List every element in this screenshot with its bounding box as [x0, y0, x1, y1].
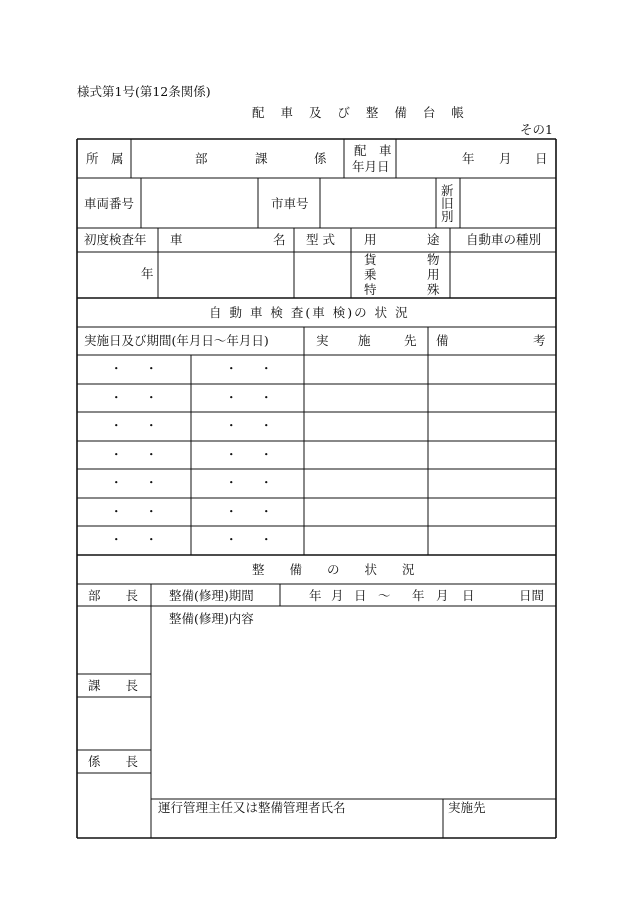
inspection-row-dot: ・: [145, 361, 158, 376]
inspection-row-dot: ・: [260, 447, 273, 462]
maintenance-period-label: 整備(修理)期間: [169, 588, 254, 603]
usage-passenger-2: 用: [427, 267, 440, 282]
model-label: 型 式: [306, 232, 335, 247]
city-no-label: 市車号: [271, 196, 309, 211]
usage-label: 用: [364, 232, 377, 247]
inspection-row-dot: ・: [110, 390, 123, 405]
name-label: 名: [273, 232, 286, 247]
usage-special-2: 殊: [427, 282, 440, 297]
period-day: 日: [354, 588, 367, 603]
inspection-row-dot: ・: [260, 532, 273, 547]
period-tilde: 〜: [378, 588, 391, 603]
usage-freight-1: 貨: [364, 252, 377, 267]
inspection-row-dot: ・: [260, 390, 273, 405]
dispatch-label-2: 年月日: [352, 159, 390, 174]
section-label: 課: [255, 151, 268, 166]
inspection-row-dot: ・: [145, 447, 158, 462]
inspection-row-dot: ・: [145, 418, 158, 433]
inspection-row-dot: ・: [110, 532, 123, 547]
manager-label: 運行管理主任又は整備管理者氏名: [158, 800, 346, 815]
inspection-row-dot: ・: [145, 532, 158, 547]
inspection-row-dot: ・: [145, 390, 158, 405]
period-days: 日間: [519, 588, 545, 603]
inspection-row-dot: ・: [260, 361, 273, 376]
inspection-col-place-3: 先: [404, 333, 417, 348]
inspection-row-dot: ・: [260, 475, 273, 490]
inspection-col-place-1: 実: [316, 333, 329, 348]
period-year-2: 年: [412, 588, 425, 603]
first-inspection-label: 初度検査年: [84, 232, 147, 247]
new-old-2: 旧: [441, 196, 454, 211]
period-day-2: 日: [462, 588, 475, 603]
affiliation-label: 所 属: [86, 151, 124, 166]
usage-freight-2: 物: [427, 252, 440, 267]
dept-head-label: 部 長: [88, 588, 139, 603]
date-month: 月: [499, 151, 512, 166]
reg-no-label: 車両番号: [84, 196, 135, 211]
inspection-col-remarks-2: 考: [533, 333, 546, 348]
inspection-row-dot: ・: [110, 504, 123, 519]
inspection-row-dot: ・: [225, 475, 238, 490]
inspection-section-title: 自 動 車 検 査(車 検)の 状 況: [209, 305, 410, 320]
inspection-row-dot: ・: [260, 504, 273, 519]
inspection-row-dot: ・: [225, 447, 238, 462]
maintenance-content-label: 整備(修理)内容: [169, 611, 254, 626]
dispatch-label-1: 配 車: [354, 143, 392, 158]
inspection-row-dot: ・: [225, 361, 238, 376]
new-old-1: 新: [441, 183, 454, 198]
inspection-row-dot: ・: [110, 361, 123, 376]
department-label: 部: [195, 151, 208, 166]
first-inspection-year: 年: [141, 266, 154, 281]
inspection-row-dot: ・: [110, 475, 123, 490]
inspection-col-place-2: 施: [358, 333, 371, 348]
car-label: 車: [170, 232, 183, 247]
inspection-row-dot: ・: [225, 532, 238, 547]
vehicle-type-label: 自動車の種別: [466, 232, 542, 247]
new-old-3: 別: [441, 209, 454, 224]
period-month-2: 月: [436, 588, 449, 603]
usage-passenger-1: 乗: [364, 267, 377, 282]
period-month: 月: [331, 588, 344, 603]
date-day: 日: [535, 151, 548, 166]
inspection-row-dot: ・: [225, 418, 238, 433]
period-year: 年: [309, 588, 322, 603]
inspection-row-dot: ・: [145, 504, 158, 519]
usage-label-2: 途: [427, 232, 440, 247]
chief-label: 係 長: [88, 754, 139, 769]
inspection-row-dot: ・: [225, 504, 238, 519]
inspection-row-dot: ・: [145, 475, 158, 490]
vendor-label: 実施先: [448, 800, 486, 815]
unit-label: 係: [314, 151, 327, 166]
maintenance-section-title: 整 備 の 状 況: [252, 562, 415, 577]
page-title: 配 車 及 び 整 備 台 帳: [252, 105, 470, 120]
page-number: その1: [520, 122, 553, 137]
usage-special-1: 特: [364, 282, 377, 297]
inspection-col-period: 実施日及び期間(年月日〜年月日): [84, 333, 269, 348]
form-id: 様式第1号(第12条関係): [77, 84, 211, 99]
inspection-row-dot: ・: [260, 418, 273, 433]
date-year: 年: [462, 151, 475, 166]
inspection-row-dot: ・: [110, 447, 123, 462]
section-head-label: 課 長: [88, 678, 139, 693]
inspection-row-dot: ・: [225, 390, 238, 405]
inspection-col-remarks-1: 備: [436, 333, 449, 348]
inspection-row-dot: ・: [110, 418, 123, 433]
